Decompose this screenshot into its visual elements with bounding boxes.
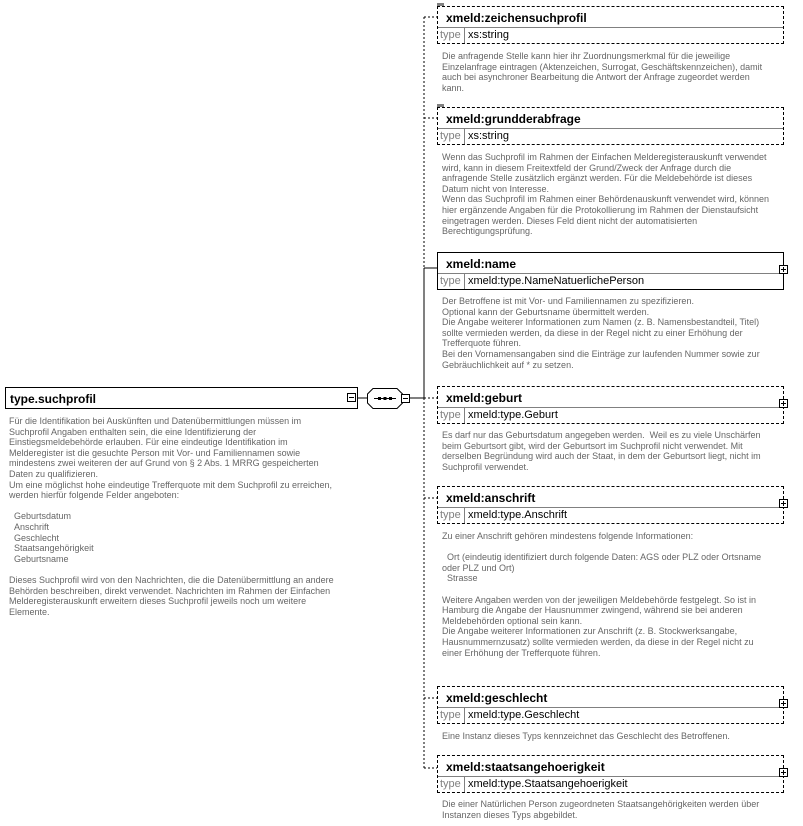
type-label: type <box>438 129 465 144</box>
collapse-icon[interactable] <box>347 393 356 402</box>
element-description: Wenn das Suchprofil im Rahmen der Einfachen Melderegisterauskunft verwendet wird, kann in diesem Freitextfeld der Grund/Zweck der Anfrage durch die anfragende Stelle zusätzlich ergänzt werden. Für die Meldebehörde ist dieses Datum nicht von Interesse. Wenn das Suchprofil im Rahmen einer Behördenauskunft verwendet wird, können hier ergänzende Angaben für die Protokollierung im Rahmen der Dienstaufsicht eingetragen werden. Dieses Feld dient nicht der automatisierten Berechtigungsprüfung. <box>442 152 770 237</box>
root-description: Für die Identifikation bei Auskünften und Datenübermittlungen müssen im Suchprofil Angaben enthalten sein, die eine Identifizierung der Einstiegsmeldebehörde erlauben. Für eine eindeutige Identifikation im Melderegister ist die gesuchte Person mit Vor- und Familiennamen sowie mindestens zwei weiteren der auf Grund von § 2 Abs. 1 MRRG gespeicherten Daten zu qualifizieren. Um eine möglichst hohe eindeutige Trefferquote mit dem Suchprofil zu erreichen, werden hierfür folgende Felder angeboten: Geburtsdatum Anschrift Geschlecht Staatsangehörigkeit Geburtsname Dieses Suchprofil wird von den Nachrichten, die die Datenübermittlung an andere Behörden beschreiben, direkt verwendet. Nachrichten im Rahmen der Einfachen Melderegisterauskunft erweitern dieses Suchprofil jeweils noch um weitere Elemente. <box>9 416 334 617</box>
type-row <box>438 27 783 43</box>
root-type-box[interactable] <box>5 387 358 409</box>
element-box-staatsangehoerigkeit[interactable] <box>437 755 784 793</box>
element-box-zeichensuchprofil[interactable] <box>437 6 784 44</box>
element-description: Es darf nur das Geburtsdatum angegeben werden. Weil es zu viele Unschärfen beim Geburtsort gibt, wird der Geburtsort im Suchprofil nicht verwendet. Mit derselben Begründung wird auch der Staat, in dem der Geburtsort liegt, nicht im Suchprofil verwendet. <box>442 430 761 472</box>
type-row <box>438 407 783 423</box>
element-name: xmeld:geschlecht <box>446 691 548 705</box>
element-name: xmeld:geburt <box>446 391 523 405</box>
type-value: xmeld:type.Geburt <box>468 409 558 421</box>
element-name: xmeld:grundderabfrage <box>446 112 581 126</box>
type-row <box>438 776 783 792</box>
type-row <box>438 707 783 723</box>
type-label: type <box>438 408 465 423</box>
element-box-grundderabfrage[interactable] <box>437 107 784 145</box>
type-label: type <box>438 28 465 43</box>
type-value: xmeld:type.Anschrift <box>468 509 568 521</box>
type-value: xmeld:type.Staatsangehoerigkeit <box>468 778 628 790</box>
expand-icon[interactable] <box>779 699 788 708</box>
type-value: xmeld:type.Geschlecht <box>468 709 580 721</box>
element-description: Zu einer Anschrift gehören mindestens folgende Informationen: Ort (eindeutig identifiziert durch folgende Daten: AGS oder PLZ oder Ortsname oder PLZ und Ort) Strasse Weitere Angaben werden von der jeweiligen Meldebehörde festgelegt. So ist in Hamburg die Angabe der Hausnummer zwingend, während sie bei anderen Meldebehörden optional sein kann. Die Angabe weiterer Informationen zur Anschrift (z. B. Stockwerksangabe, Hausnummernzusatz) sollte vermieden werden, da diese in der Regel nicht zu einer Erhöhung der Trefferquote führen. <box>442 531 762 658</box>
expand-icon[interactable] <box>779 399 788 408</box>
element-description: Die einer Natürlichen Person zugeordneten Staatsangehörigkeiten werden über Instanzen dieses Typs abgebildet. <box>442 799 760 820</box>
type-value: xs:string <box>468 130 509 142</box>
expand-icon[interactable] <box>779 768 788 777</box>
type-label: type <box>438 508 465 523</box>
element-name: xmeld:name <box>446 257 517 271</box>
sequence-compositor-icon[interactable] <box>367 388 403 409</box>
element-box-anschrift[interactable] <box>437 486 784 524</box>
element-box-geschlecht[interactable] <box>437 686 784 724</box>
type-value: xmeld:type.NameNatuerlichePerson <box>468 275 645 287</box>
expand-icon[interactable] <box>779 499 788 508</box>
element-box-name[interactable] <box>437 252 784 290</box>
element-name: xmeld:staatsangehoerigkeit <box>446 760 605 774</box>
type-value: xs:string <box>468 29 509 41</box>
element-name: xmeld:anschrift <box>446 491 536 505</box>
root-type-name: type.suchprofil <box>10 392 97 406</box>
type-row <box>438 128 783 144</box>
type-label: type <box>438 274 465 289</box>
element-box-geburt[interactable] <box>437 386 784 424</box>
type-label: type <box>438 777 465 792</box>
type-label: type <box>438 708 465 723</box>
element-name: xmeld:zeichensuchprofil <box>446 11 587 25</box>
element-description: Die anfragende Stelle kann hier ihr Zuordnungsmerkmal für die jeweilige Einzelanfrage eintragen (Aktenzeichen, Surrogat, Geschäftskennzeichen), damit auch bei asynchroner Bearbeitung die Antwort der Anfrage zugeordet werden kann. <box>442 51 763 93</box>
expand-icon[interactable] <box>779 265 788 274</box>
type-row <box>438 273 783 289</box>
element-description: Der Betroffene ist mit Vor- und Familiennamen zu spezifizieren. Optional kann der Geburtsname übermittelt werden. Die Angabe weiterer Informationen zum Namen (z. B. Namensbestandteil, Titel) sollte vermieden werden, da diese in der Regel nicht zu einer Erhöhung der Trefferquote führen. Bei den Vornamensangaben sind die Einträge zur laufenden Nummer sowie zur Gebräuchlichkeit auf * zu setzen. <box>442 296 760 370</box>
type-row <box>438 507 783 523</box>
collapse-icon[interactable] <box>401 394 410 403</box>
element-description: Eine Instanz dieses Typs kennzeichnet das Geschlecht des Betroffenen. <box>442 731 730 741</box>
